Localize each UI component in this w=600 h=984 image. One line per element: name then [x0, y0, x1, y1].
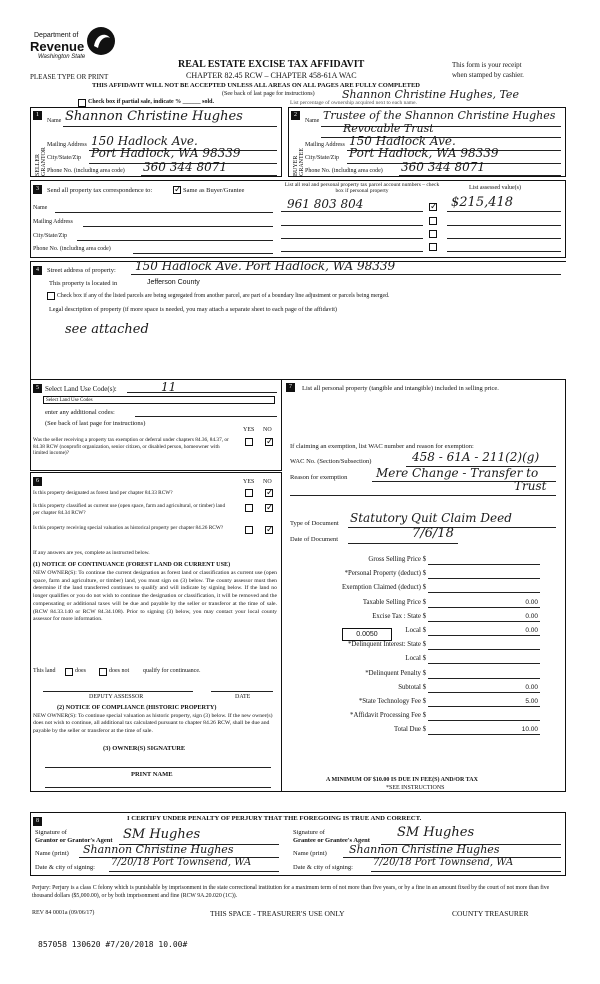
- assessed-header: List assessed value(s): [469, 185, 521, 191]
- seller-phone[interactable]: 360 344 8071: [143, 160, 227, 174]
- grantor-date-city[interactable]: 7/20/18 Port Townsend, WA: [111, 857, 252, 868]
- grantor-signature[interactable]: SM Hughes: [123, 827, 201, 842]
- enter-codes-label: enter any additional codes:: [45, 409, 115, 416]
- buyer-mail[interactable]: 150 Hadlock Ave.: [349, 134, 456, 148]
- partial-sale-checkbox[interactable]: [78, 99, 86, 107]
- buyer-side-label: BUYER GRANTEE: [293, 148, 305, 176]
- fee-row-label: Local $: [405, 627, 426, 634]
- exemption-question: Was the seller receiving a property tax exemption or deferral under chapters 84.36, 84.37, or 84.38 RCW (nonprofit organization, senior citizen, or disabled person, homeowner with limited income)?: [33, 437, 229, 456]
- parcel-header: List all real and personal property tax parcel account numbers – check box if personal property: [284, 182, 440, 194]
- dept-line1: Department of: [34, 32, 79, 39]
- rev-number: REV 84 0001a (09/06/17): [32, 910, 95, 916]
- owner-signature-label: (3) OWNER(S) SIGNATURE: [103, 745, 186, 752]
- personal-property-checkbox-4[interactable]: [429, 243, 437, 251]
- fee-row-label: *Delinquent Interest: State $: [348, 641, 426, 649]
- fee-row-value[interactable]: 0.00: [525, 612, 538, 620]
- section-number-5: 5: [33, 384, 42, 393]
- doc-type-label: Type of Document: [290, 520, 339, 527]
- segregated-label: Check box if any of the listed parcels are being segregated from another parcel, are part of a boundary line adjustment or parcels being merged.: [57, 293, 390, 299]
- seller-city[interactable]: Port Hadlock, WA 98339: [91, 146, 241, 160]
- buyer-name-label: Name: [305, 118, 320, 124]
- not-accepted: THIS AFFIDAVIT WILL NOT BE ACCEPTED UNLESS ALL AREAS ON ALL PAGES ARE FULLY COMPLETED: [92, 82, 420, 89]
- same-as-buyer-label: Same as Buyer/Grantee: [183, 187, 245, 194]
- minimum-due-note: A MINIMUM OF $10.00 IS DUE IN FEE(S) AND/OR TAX: [326, 777, 478, 783]
- does-not-checkbox[interactable]: [99, 668, 107, 676]
- please-type: PLEASE TYPE OR PRINT: [30, 73, 109, 81]
- county-name: Jefferson County: [147, 279, 200, 286]
- seller-city-label: City/State/Zip: [47, 155, 81, 161]
- buyer-phone-label: Phone No. (including area code): [305, 168, 383, 174]
- notice-continuance-title: (1) NOTICE OF CONTINUANCE (FOREST LAND OR CURRENT USE): [33, 561, 231, 568]
- grantor-date-label: Date & city of signing:: [35, 864, 95, 871]
- doc-date[interactable]: 7/6/18: [412, 526, 454, 541]
- s6-no-header: NO: [263, 479, 272, 485]
- grantee-date-label: Date & city of signing:: [293, 864, 353, 871]
- grantee-date-city[interactable]: 7/20/18 Port Townsend, WA: [373, 857, 514, 868]
- seller-side-label: SELLER GRANTOR: [35, 147, 47, 176]
- parcel-number[interactable]: 961 803 804: [287, 197, 364, 211]
- corr-phone-label: Phone No. (including area code): [33, 246, 111, 252]
- fee-row-label: *Personal Property (deduct) $: [344, 570, 426, 578]
- certify-statement: I CERTIFY UNDER PENALTY OF PERJURY THAT THE FOREGOING IS TRUE AND CORRECT.: [127, 815, 422, 822]
- fee-row-label: *Affidavit Processing Fee $: [350, 712, 426, 720]
- dept-line3: Washington State: [38, 54, 86, 60]
- q1-yes-checkbox[interactable]: [245, 489, 253, 497]
- fee-row-label: *Delinquent Penalty $: [365, 669, 426, 677]
- s5-no-checkbox[interactable]: [265, 438, 273, 446]
- q3-no-checkbox[interactable]: [265, 526, 273, 534]
- grantee-name-print[interactable]: Shannon Christine Hughes: [349, 843, 500, 856]
- fee-row-value[interactable]: 10.00: [521, 726, 538, 734]
- fee-row-value[interactable]: 0.00: [525, 627, 538, 634]
- receipt-note1: This form is your receipt: [452, 61, 522, 69]
- seller-name[interactable]: Shannon Christine Hughes: [65, 109, 243, 124]
- s5-yes-checkbox[interactable]: [245, 438, 253, 446]
- personal-property-checkbox-2[interactable]: [429, 217, 437, 225]
- q1-no-checkbox[interactable]: [265, 489, 273, 497]
- notice-compliance-text: NEW OWNER(S): To continue special valuation as historic property, sign (3) below. If the new owner(s) does not wish to continue, all additional tax calculated pursuant to chapter 84.26 RCW, shall be due and payable by the seller or transferor at the time of sale.: [33, 713, 273, 734]
- qualify-label: qualify for continuance.: [143, 668, 201, 674]
- property-section: [30, 261, 566, 379]
- fee-row-label: Local $: [405, 655, 426, 663]
- notice-continuance-text: NEW OWNER(S): To continue the current designation as forest land or classification as current use (open space, farm and agriculture, or timber) land, you must sign on (3) below. The county assessor must then determine if the land transferred continues to qualify and will indicate by signing below. If the land no longer qualifies or you do not wish to continue the designation or classification, it will be removed and the compensating or additional taxes will be due and payable by the seller or transferor at the time of sale. (RCW 84.33.140 or RCW 84.34.108). Prior to signing (3) below, you may contact your local county assessor for more information.: [33, 570, 277, 623]
- personal-property-checkbox-3[interactable]: [429, 230, 437, 238]
- street-address[interactable]: 150 Hadlock Ave. Port Hadlock, WA 98339: [135, 259, 396, 273]
- assessed-value[interactable]: $215,418: [451, 195, 514, 210]
- s6-yes-header: YES: [243, 479, 255, 485]
- buyer-name-line1[interactable]: Trustee of the Shannon Christine Hughes: [323, 109, 556, 122]
- dor-logo: [30, 26, 120, 70]
- section-number-3: 3: [33, 185, 42, 194]
- seller-phone-label: Phone No. (including area code): [47, 168, 125, 174]
- doc-date-label: Date of Document: [290, 536, 339, 543]
- corr-mail-label: Mailing Address: [33, 219, 73, 225]
- buyer-section: [288, 107, 566, 177]
- send-correspondence-label: Send all property tax correspondence to:: [47, 187, 153, 194]
- buyer-city-label: City/State/Zip: [305, 155, 339, 161]
- corr-name-label: Name: [33, 205, 48, 211]
- fee-row-label: Subtotal $: [398, 683, 426, 691]
- land-use-label: Select Land Use Code(s):: [45, 385, 117, 393]
- list-pct-label: List percentage of ownership acquired next to each name.: [290, 100, 417, 106]
- s5-no-header: NO: [263, 427, 272, 433]
- section-number-7: 7: [286, 383, 295, 392]
- fee-row-value[interactable]: 5.00: [525, 698, 538, 705]
- grantee-signature[interactable]: SM Hughes: [397, 825, 475, 840]
- corr-city-label: City/State/Zip: [33, 233, 67, 239]
- street-label: Street address of property:: [47, 267, 116, 274]
- local-rate-box[interactable]: 0.0050: [342, 628, 392, 641]
- dept-line2: Revenue: [30, 39, 85, 54]
- grantor-name-label: Name (print): [35, 850, 69, 857]
- claim-exemption-label: If claiming an exemption, list WAC number and reason for exemption:: [290, 443, 474, 450]
- fee-row-value[interactable]: 0.00: [525, 598, 538, 606]
- exemption-fees-section: [282, 379, 566, 792]
- form-title: REAL ESTATE EXCISE TAX AFFIDAVIT: [178, 59, 365, 70]
- section-number-2: 2: [291, 111, 300, 120]
- fee-row-label: Excise Tax : State $: [372, 612, 426, 620]
- legal-description-label: Legal description of property (if more space is needed, you may attach a separate sheet to each page of the affidavit): [49, 306, 337, 313]
- forest-land-question: Is this property designated as forest land per chapter 84.33 RCW?: [33, 490, 173, 496]
- buyer-name-line2[interactable]: Revocable Trust: [343, 122, 434, 135]
- wac-label: WAC No. (Section/Subsection): [290, 458, 372, 465]
- buyer-mail-label: Mailing Address: [305, 142, 345, 148]
- grantor-sig-label1: Signature of: [35, 829, 67, 836]
- print-name-label: PRINT NAME: [131, 771, 173, 778]
- q2-no-checkbox[interactable]: [265, 504, 273, 512]
- grantee-sig-label1: Signature of: [293, 829, 325, 836]
- perjury-notice: Perjury: Perjury is a class C felony which is punishable by imprisonment in the state correctional institution for a maximum term of not more than five years, or by a fine in an amount fixed by the court of not more than five thousand dollars ($5,000.00), or by both imprisonment and fine (RCW 9A.20.020 (1C)).: [32, 885, 550, 899]
- treasurer-only: THIS SPACE - TREASURER'S USE ONLY: [210, 909, 345, 918]
- does-label: does: [75, 668, 86, 674]
- section-number-6: 6: [33, 477, 42, 486]
- historic-question: Is this property receiving special valuation as historical property per chapter 84.26 RCW?: [33, 525, 224, 531]
- seller-mail[interactable]: 150 Hadlock Ave.: [91, 134, 198, 148]
- select-land-use-box[interactable]: Select Land Use Codes: [43, 396, 275, 404]
- forest-current-use-section: [30, 472, 282, 792]
- legal-description-value[interactable]: see attached: [65, 322, 149, 337]
- see-back-header: (See back of last page for instructions): [222, 91, 315, 97]
- reason-line1[interactable]: Mere Change - Transfer to: [376, 466, 539, 480]
- q2-yes-checkbox[interactable]: [245, 504, 253, 512]
- see-instructions-note: *SEE INSTRUCTIONS: [386, 785, 445, 791]
- list-personal-property: List all personal property (tangible and intangible) included in selling price.: [302, 385, 499, 392]
- seller-name-label: Name: [47, 118, 62, 124]
- land-use-section: [30, 379, 282, 471]
- list-pct-handwritten: Shannon Christine Hughes, Tee: [342, 88, 519, 101]
- q3-yes-checkbox[interactable]: [245, 526, 253, 534]
- grantee-name-label: Name (print): [293, 850, 327, 857]
- s5-yes-header: YES: [243, 427, 255, 433]
- section-number-8: 8: [33, 817, 42, 826]
- fee-row-label: Gross Selling Price $: [368, 556, 426, 563]
- deputy-date-label: DATE: [235, 694, 251, 700]
- form-chapter: CHAPTER 82.45 RCW – CHAPTER 458-61A WAC: [186, 71, 357, 80]
- section-number-1: 1: [33, 111, 42, 120]
- reason-line2[interactable]: Trust: [514, 479, 547, 493]
- deputy-assessor-label: DEPUTY ASSESSOR: [89, 694, 144, 700]
- does-not-label: does not: [109, 668, 130, 674]
- receipt-note2: when stamped by cashier.: [452, 71, 524, 79]
- certification-section: [30, 812, 566, 876]
- grantor-sig-label2: Grantor or Grantor's Agent: [35, 837, 113, 844]
- seller-section: [30, 107, 282, 177]
- does-checkbox[interactable]: [65, 668, 73, 676]
- county-treasurer: COUNTY TREASURER: [452, 909, 529, 918]
- dor-logo-icon: [86, 26, 116, 56]
- grantee-sig-label2: Grantee or Grantee's Agent: [293, 837, 370, 844]
- current-use-question: Is this property classified as current use (open space, farm and agricultural, or timber) land per chapter 84.34 RCW?: [33, 503, 226, 516]
- correspondence-section: [30, 180, 566, 258]
- partial-sale-label: Check box if partial sale, indicate % ______ sold.: [88, 99, 215, 105]
- this-land-label: This land: [33, 668, 56, 674]
- land-use-see-back: (See back of last page for instructions): [45, 420, 146, 427]
- if-yes-instruction: If any answers are yes, complete as instructed below.: [33, 550, 150, 556]
- doc-type[interactable]: Statutory Quit Claim Deed: [350, 511, 512, 525]
- fee-row-label: Total Due $: [394, 726, 426, 734]
- fee-row-label: *State Technology Fee $: [358, 698, 426, 705]
- seller-mail-label: Mailing Address: [47, 142, 87, 148]
- notice-compliance-title: (2) NOTICE OF COMPLIANCE (HISTORIC PROPERTY): [57, 704, 217, 711]
- located-in-label: This property is located in: [49, 280, 118, 287]
- buyer-city[interactable]: Port Hadlock, WA 98339: [349, 146, 499, 160]
- buyer-phone[interactable]: 360 344 8071: [401, 160, 485, 174]
- land-use-code[interactable]: 11: [161, 380, 177, 394]
- fee-row-label: Exemption Claimed (deduct) $: [342, 584, 426, 592]
- reason-label: Reason for exemption: [290, 474, 348, 481]
- grantor-name-print[interactable]: Shannon Christine Hughes: [83, 843, 234, 856]
- fee-row-label: Taxable Selling Price $: [362, 598, 426, 606]
- cashier-stamp: 857058 130620 #7/20/2018 10.00#: [38, 940, 188, 949]
- same-as-buyer-checkbox[interactable]: [173, 186, 181, 194]
- personal-property-checkbox-1[interactable]: [429, 203, 437, 211]
- wac-number[interactable]: 458 - 61A - 211(2)(g): [412, 450, 540, 464]
- segregated-checkbox[interactable]: [47, 292, 55, 300]
- section-number-4: 4: [33, 266, 42, 275]
- fee-row-value[interactable]: 0.00: [525, 683, 538, 691]
